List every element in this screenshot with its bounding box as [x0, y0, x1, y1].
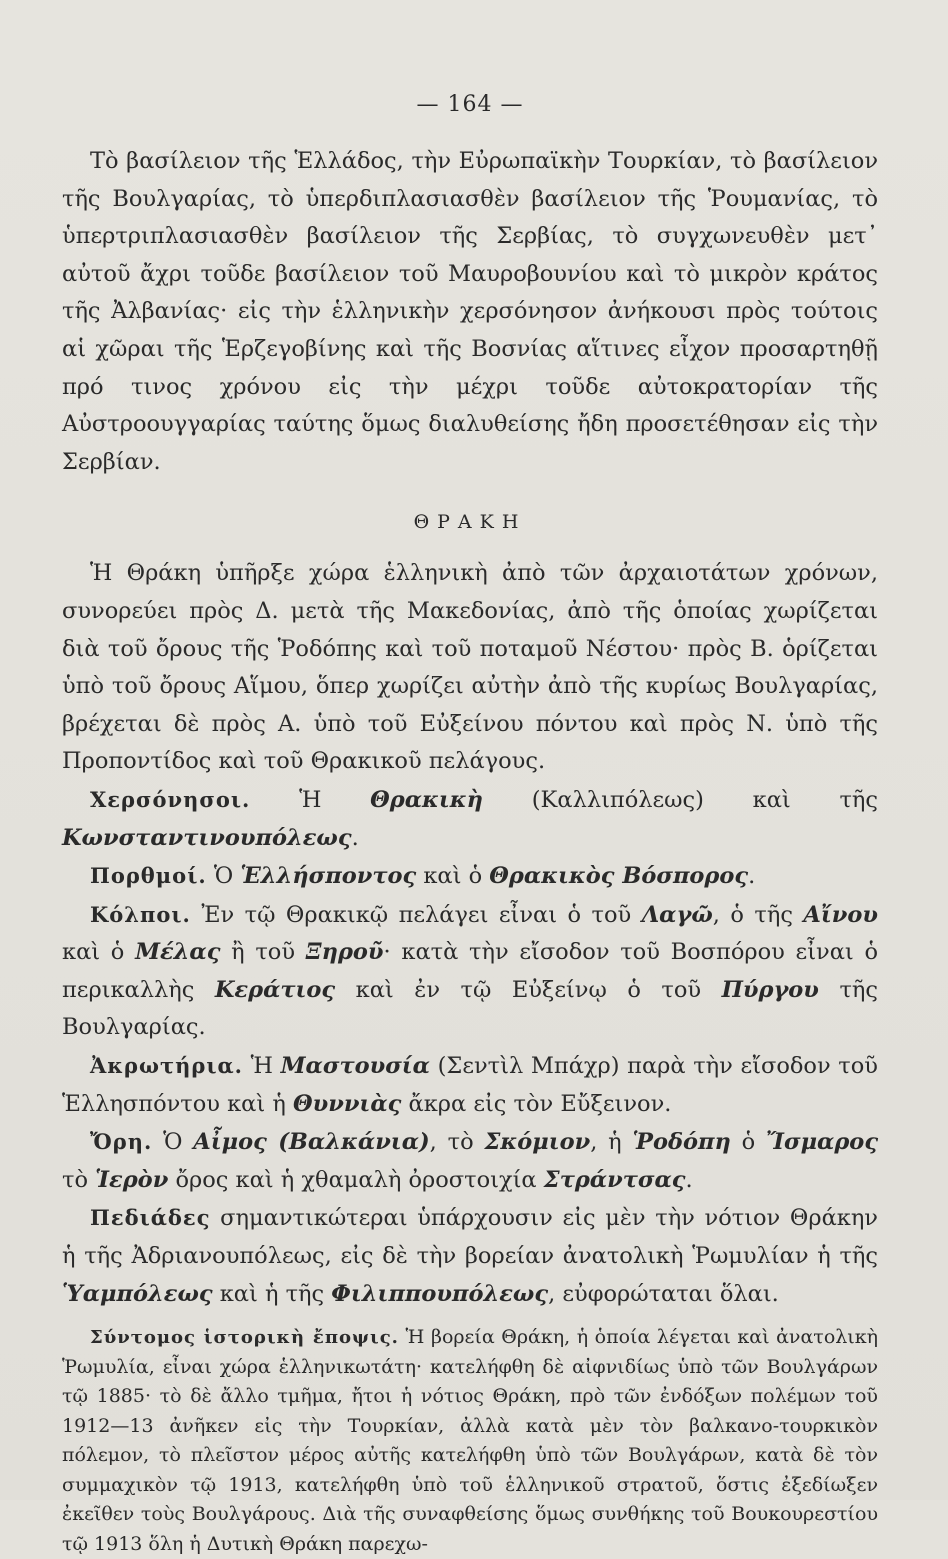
entry-emphasis: Θρακικὴ — [370, 786, 484, 813]
entry-text: καὶ ὁ — [416, 863, 490, 890]
history-text: Ἡ βορεία Θράκη, ἡ ὁποία λέγεται καὶ ἀνατολικὴ Ῥωμυλία, εἶναι χώρα ἑλληνικωτάτη· κατελήφθη δὲ αἰφνιδίως ὑπὸ τῶν Βουλγάρων τῷ 1885· τὸ δὲ ἄλλο τμῆμα, ἤτοι ἡ νότιος Θράκη, πρὸ τῶν ἐνδόξων πολέμων τοῦ 1912—13 ἀνῆκεν εἰς τὴν Τουρκίαν, ἀλλὰ κατὰ μὲν τὸν βαλκανο-τουρκικὸν πόλεμον, τὸ πλεῖστον μέρος αὐτῆς κατελήφθη ὑπὸ τῶν Βουλγάρων, κατὰ δὲ τὸν συμμαχικὸν τῷ 1913, κατελήφθη ὑπὸ τοῦ ἑλληνικοῦ στρατοῦ, ὅστις ἐξεδίωξεν ἐκεῖθεν τοὺς Βουλγάρους. Διὰ τῆς συναφθείσης ὅμως συνθήκης τοῦ Βουκουρεστίου τῷ 1913 ὅλη ἡ Δυτικὴ Θράκη παρεχω- — [62, 1326, 879, 1555]
history-heading: Σύντομος ἱστορικὴ ἔποψις. — [90, 1327, 399, 1349]
entry-peninsulas — [62, 781, 878, 857]
entry-emphasis: Μέλας — [135, 939, 221, 966]
entry-text: . — [748, 863, 756, 890]
entry-text: τὸ — [62, 1166, 96, 1193]
entry-emphasis: Ἱερὸν — [95, 1166, 169, 1193]
entry-emphasis: Αἴνου — [803, 901, 878, 928]
entry-text: , εὐφορώταται ὅλαι. — [548, 1280, 779, 1307]
entry-straits — [62, 857, 878, 896]
entry-heading: Πεδιάδες — [90, 1205, 211, 1231]
entry-emphasis: Ῥοδόπη — [632, 1129, 731, 1156]
entry-emphasis: Ἴσμαρος — [766, 1129, 879, 1156]
entry-text: τῆς Βουλγαρίας. — [62, 976, 878, 1041]
entry-emphasis: Ὑαμπόλεως — [62, 1280, 213, 1307]
entry-gulfs — [62, 896, 878, 1047]
entry-text: . — [351, 824, 359, 851]
entry-text: , ὁ τῆς — [712, 901, 804, 928]
entry-text: καὶ ἡ τῆς — [212, 1280, 332, 1307]
entry-text: καὶ ἐν τῷ Εὐξείνῳ ὁ τοῦ — [335, 976, 722, 1003]
entry-emphasis: Ἑλλήσποντος — [240, 863, 417, 890]
entry-text: καὶ ὁ — [62, 939, 136, 966]
entry-text: (Σεντὶλ Μπάχρ) παρὰ τὴν εἴσοδον τοῦ Ἑλλησπόντου καὶ ἡ — [62, 1053, 878, 1117]
entry-emphasis: Σκόμιον — [484, 1129, 591, 1156]
entry-text: Ἡ — [243, 1053, 281, 1080]
thrace-paragraph: Ἡ Θράκη ὑπῆρξε χώρα ἑλληνικὴ ἀπὸ τῶν ἀρχαιοτάτων χρόνων, συνορεύει πρὸς Δ. μετὰ τῆς Μακεδονίας, ἀπὸ τῆς ὁποίας χωρίζεται διὰ τοῦ ὄρους τῆς Ῥοδόπης καὶ τοῦ ποταμοῦ Νέστου· πρὸς Β. ὁρίζεται ὑπὸ τοῦ ὄρους Αἵμου, ὅπερ χωρίζει αὐτὴν ἀπὸ τῆς κυρίως Βουλγαρίας, βρέχεται δὲ πρὸς Α. ὑπὸ τοῦ Εὐξείνου πόντου καὶ πρὸς Ν. ὑπὸ τῆς Προποντίδος καὶ τοῦ Θρακικοῦ πελάγους. — [62, 560, 878, 775]
entry-text: , ἡ — [590, 1129, 633, 1156]
entry-emphasis: Λαγῶ — [641, 901, 713, 928]
entry-text: ὁ — [730, 1129, 766, 1156]
entry-emphasis: Ξηροῦ — [305, 939, 384, 966]
entry-text: , τὸ — [429, 1129, 485, 1156]
entry-text: σημαντικώτεραι ὑπάρχουσιν εἰς μὲν τὴν νότιον Θράκην ἡ τῆς Ἀδριανουπόλεως, εἰς δὲ τὴν βορείαν ἀνατολικὴ Ῥωμυλίαν ἡ τῆς — [62, 1205, 878, 1270]
entry-capes — [62, 1047, 878, 1123]
entry-emphasis: Μαστουσία — [280, 1053, 430, 1080]
entry-text: Ἡ — [250, 786, 371, 813]
entry-text: ἢ τοῦ — [220, 939, 306, 966]
page-number: — 164 — — [416, 92, 524, 117]
entry-mountains — [62, 1123, 878, 1199]
entry-text: · κατὰ τὴν εἴσοδον τοῦ Βοσπόρου εἶναι ὁ περικαλλὴς — [62, 939, 878, 1003]
entry-plains — [62, 1199, 878, 1313]
section-title: ΘΡΑΚΗ — [413, 511, 527, 534]
entry-text: Ὁ — [206, 863, 241, 890]
entry-emphasis: Θρακικὸς Βόσπορος — [489, 863, 749, 890]
entry-emphasis: Πύργου — [721, 976, 819, 1003]
entry-emphasis: Αἶμος (Βαλκάνια) — [193, 1129, 430, 1156]
entry-text: . — [685, 1166, 693, 1193]
entry-heading: Κόλποι. — [90, 901, 191, 927]
intro-paragraph: Τὸ βασίλειον τῆς Ἑλλάδος, τὴν Εὐρωπαϊκὴν Τουρκίαν, τὸ βασίλειον τῆς Βουλγαρίας, τὸ ὑπερδιπλασιασθὲν βασίλειον τῆς Ῥουμανίας, τὸ ὑπερτριπλασιασθὲν βασίλειον τῆς Σερβίας, τὸ συγχωνευθὲν μετ᾽ αὐτοῦ ἄχρι τοῦδε βασίλειον τοῦ Μαυροβουνίου καὶ τὸ μικρὸν κράτος τῆς Ἀλβανίας· εἰς τὴν ἑλληνικὴν χερσόνησον ἀνήκουσι πρὸς τούτοις αἱ χῶραι τῆς Ἑρζεγοβίνης καὶ τῆς Βοσνίας αἵτινες εἶχον προσαρτηθῇ πρό τινος χρόνου εἰς τὴν μέχρι τοῦδε αὐτοκρατορίαν τῆς Αὐστροουγγαρίας ταύτης ὅμως διαλυθείσης ἤδη προσετέθησαν εἰς τὴν Σερβίαν. — [62, 148, 878, 475]
entry-heading: Χερσόνησοι. — [90, 786, 251, 812]
entry-emphasis: Φιλιππουπόλεως — [331, 1280, 549, 1307]
history-paragraph — [62, 1323, 878, 1559]
entry-text: ὄρος καὶ ἡ χθαμαλὴ ὀροστοιχία — [168, 1166, 544, 1193]
entry-text: Ἐν τῷ Θρακικῷ πελάγει εἶναι ὁ τοῦ — [190, 901, 642, 928]
entry-emphasis: Κεράτιος — [214, 976, 336, 1003]
entry-text: Ὁ — [152, 1129, 194, 1156]
entry-text: (Καλλιπόλεως) καὶ τῆς — [483, 786, 878, 813]
entry-heading: Ὄρη. — [90, 1129, 153, 1155]
entry-emphasis: Κωνσταντινουπόλεως — [62, 824, 352, 851]
entry-heading: Ἀκρωτήρια. — [90, 1053, 243, 1079]
entry-heading: Πορθμοί. — [90, 863, 207, 889]
entry-text: ἄκρα εἰς τὸν Εὔξεινον. — [401, 1090, 672, 1117]
entry-emphasis: Στράντσας — [543, 1166, 686, 1193]
entry-emphasis: Θυννιὰς — [293, 1090, 402, 1117]
